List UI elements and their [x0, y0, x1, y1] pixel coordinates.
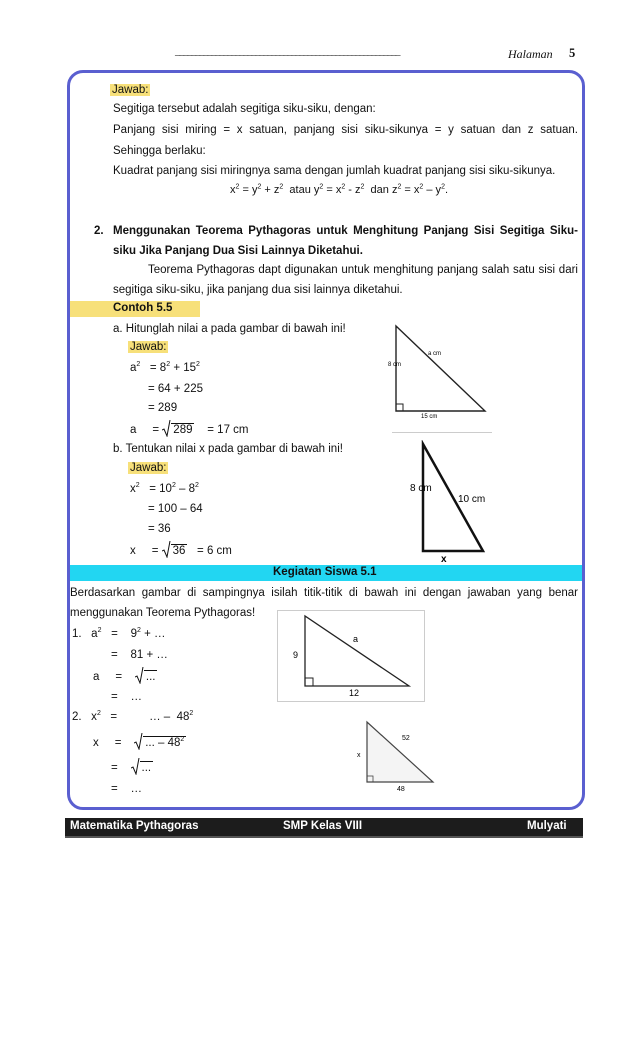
exercise-1-line-2: = 81 + …	[111, 649, 168, 661]
example-a-line-2: = 64 + 225	[148, 383, 203, 395]
fig-a-vert-label: 8 cm	[388, 362, 402, 368]
example-b-line-2: = 100 – 64	[148, 503, 203, 515]
example-b-result-line: x = 36 = 6 cm	[130, 544, 232, 558]
example-a-line-1: $a^2 = 8^2 + 15^2$	[130, 361, 200, 374]
kegiatan-title: Kegiatan Siswa 5.1	[273, 566, 377, 578]
fig2-base-label: 48	[397, 786, 405, 793]
exercise-2-line-4: = …	[111, 783, 142, 795]
example-b-line-3: = 36	[148, 523, 171, 535]
fig-b-vert-label: 8 cm	[410, 483, 432, 494]
fig-a-hyp-label: a cm	[428, 351, 442, 357]
example-b-jawab: Jawab:	[130, 462, 167, 474]
fig1-vert-label: 9	[293, 650, 299, 660]
footer-left: Matematika Pythagoras	[70, 820, 199, 832]
exercise-2-line-2: x = ... – $48^2$	[93, 736, 186, 750]
exercise-1-line-4: = …	[111, 691, 142, 703]
section-title-line-2: siku Jika Panjang Dua Sisi Lainnya Diketahui.	[113, 245, 363, 257]
header-underline: ________________________________________________________	[175, 45, 399, 57]
example-b-question: b. Tentukan nilai x pada gambar di bawah ini!	[113, 443, 343, 455]
fig-b-hyp-label: 10 cm	[458, 494, 486, 505]
jawab-label: Jawab:	[112, 84, 149, 96]
section-title-line-1: Menggunakan Teorema Pythagoras untuk Menghitung Panjang Sisi Segitiga Siku-	[113, 225, 578, 237]
triangle-figure-a	[380, 318, 500, 418]
fig-a-base-label: 15 cm	[421, 414, 438, 418]
jawab-line-1: Segitiga tersebut adalah segitiga siku-siku, dengan:	[113, 103, 376, 115]
fig2-hyp-label: 52	[402, 735, 410, 742]
fig2-vert-label: x	[357, 752, 361, 759]
triangle-figure-b	[405, 440, 505, 564]
example-a-result-line: a = 289 = 17 cm	[130, 423, 249, 437]
section-number: 2.	[94, 225, 104, 237]
exercise-2-line-1: 2. $x^2$ = … – $48^2$	[72, 710, 194, 723]
example-b-line-1: $x^2 = 10^2 - 8^2$	[130, 482, 199, 495]
fig1-base-label: 12	[349, 688, 360, 698]
figure-a-rule	[392, 432, 492, 433]
footer-center: SMP Kelas VIII	[283, 820, 363, 832]
section-body-line-1: Teorema Pythagoras dapt digunakan untuk menghitung panjang salah satu sisi dari	[148, 264, 578, 276]
jawab-line-4: Kuadrat panjang sisi miringnya sama dengan jumlah kuadrat panjang sisi siku-sikunya.	[113, 165, 556, 177]
footer-bar	[65, 818, 583, 836]
jawab-line-3: Sehingga berlaku:	[113, 145, 206, 157]
section-body-line-2: segitiga siku-siku, jika panjang dua sisi lainnya diketahui.	[113, 284, 403, 296]
jawab-line-2: Panjang sisi miring = x satuan, panjang sisi siku-sikunya = y satuan dan z satuan.	[113, 124, 578, 136]
footer-right: Mulyati	[527, 820, 567, 832]
example-a-question: a. Hitunglah nilai a pada gambar di bawah ini!	[113, 323, 346, 335]
exercise-2-figure	[345, 712, 445, 800]
fig-b-base-label: x	[441, 554, 447, 564]
exercise-2-line-3: = ...	[111, 761, 153, 775]
header-halaman-label: Halaman	[508, 47, 553, 61]
example-a-jawab: Jawab:	[130, 341, 167, 353]
exercise-1-line-3: a = ...	[93, 670, 157, 684]
exercise-1-line-1: 1. $a^2$ = $9^2$ + …	[72, 627, 166, 640]
exercise-1-figure	[277, 610, 425, 702]
example-a-line-3: = 289	[148, 402, 178, 414]
kegiatan-intro-line-1: Berdasarkan gambar di sampingnya isilah titik-titik di bawah ini dengan jawaban yang benar	[70, 587, 578, 599]
pythagoras-formula: $x^2 = y^2 + z^2$ atau $y^2 = x^2 - z^2$ dan $z^2 = x^2 - y^2$.	[230, 183, 449, 196]
page-number: 5	[569, 46, 576, 60]
contoh-label: Contoh 5.5	[113, 302, 173, 314]
fig1-hyp-label: a	[353, 634, 359, 644]
kegiatan-intro-line-2: menggunakan Teorema Pythagoras!	[70, 607, 256, 619]
